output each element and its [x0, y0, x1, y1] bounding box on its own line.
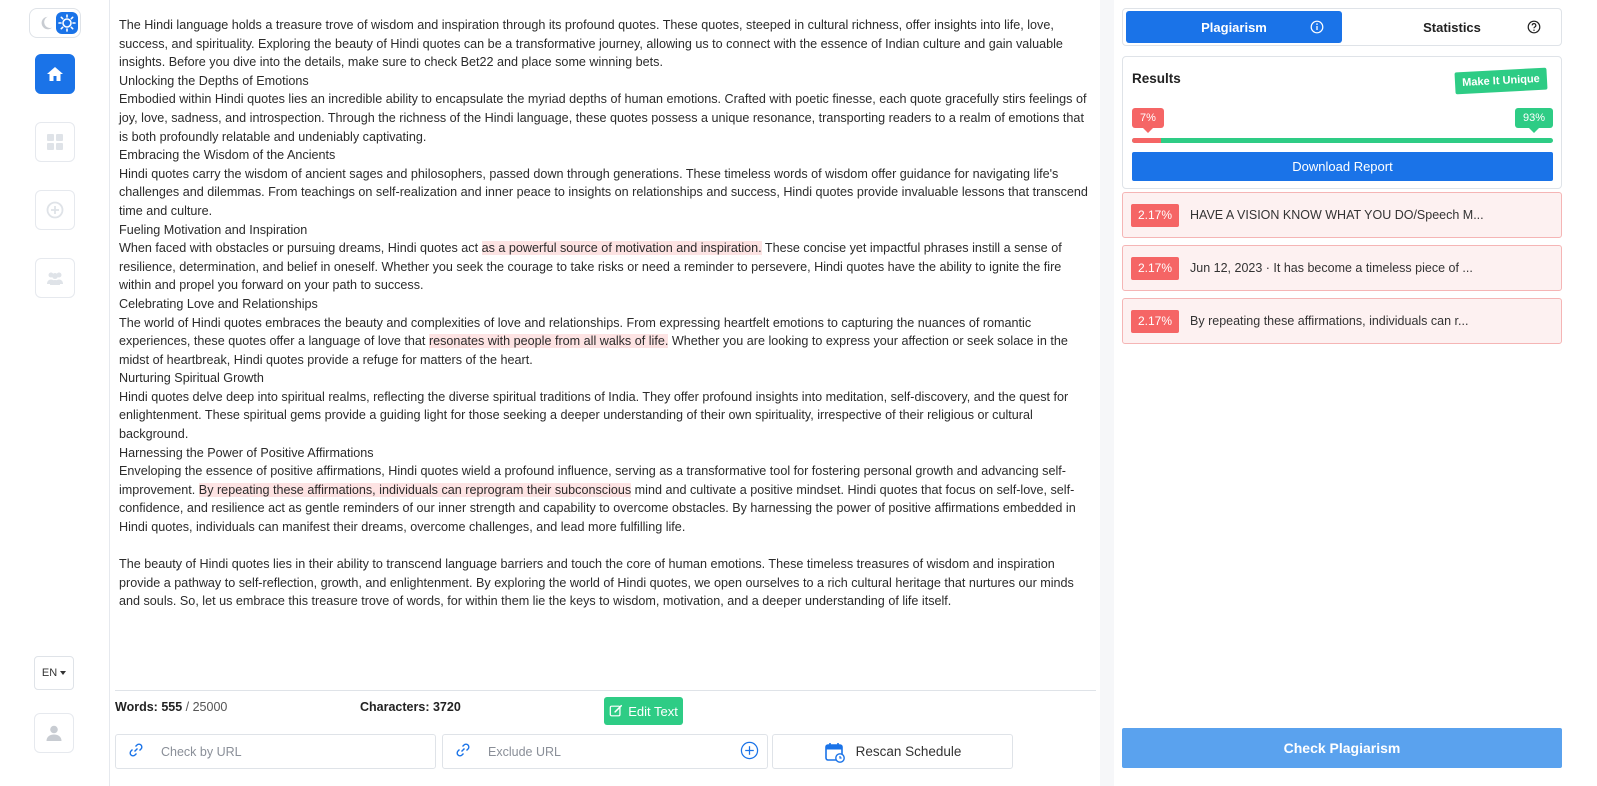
- panel-gutter: [1100, 0, 1114, 786]
- text-paragraph: [119, 444, 1094, 463]
- text-paragraph: [119, 16, 1094, 72]
- results-tabs: [1122, 8, 1562, 46]
- edit-icon: [609, 704, 623, 718]
- match-percent-badge: 2.17%: [1131, 310, 1179, 333]
- word-counter: [115, 700, 227, 714]
- home-icon: [45, 64, 65, 84]
- text-segment: mind and cultivate a positive mindset. Hindi quotes that focus on self-love, self-confidence, and resilience act as gentle reminders of our inner strength and capability to overcome obstacles. By harnessing the power of positive affirmations embedded in Hindi quotes, individuals can manifest their dreams, overcome challenges, and lead more fulfilling life.: [119, 482, 1076, 535]
- help-icon[interactable]: [1527, 20, 1541, 34]
- divider: [115, 690, 1096, 691]
- match-source-text: HAVE A VISION KNOW WHAT YOU DO/Speech M...: [1190, 208, 1484, 222]
- text-paragraph: [119, 369, 1094, 388]
- results-card: [1122, 56, 1562, 189]
- chars-label: Characters:: [360, 700, 430, 714]
- text-segment: Hindi quotes carry the wisdom of ancient sages and philosophers, passed down through generations. These timeless words of wisdom offer guidance for navigating life's challenges and dilemmas. From teachings on self-realization and inner peace to insights on relationships and success, Hindi quotes provide invaluable lessons that transcend time and culture.: [119, 166, 1088, 218]
- tab-plagiarism-label: Plagiarism: [1201, 19, 1267, 35]
- dashboard-icon: [45, 132, 65, 152]
- character-counter: [360, 700, 461, 714]
- history-icon: [45, 200, 65, 220]
- text-segment: Embracing the Wisdom of the Ancients: [119, 148, 336, 163]
- blank-line: [119, 537, 1094, 556]
- text-paragraph: [119, 165, 1094, 221]
- text-segment: Hindi quotes delve deep into spiritual realms, reflecting the diverse spiritual traditions of India. They offer profound insights into meditation, self-discovery, and the quest for enlightenment. These spiritual gems provide a guiding light for those seeking a deeper understanding of their own spirituality, irrespective of their religious or cultural background.: [119, 389, 1069, 442]
- words-label: Words:: [115, 700, 158, 714]
- match-item[interactable]: [1122, 245, 1562, 291]
- text-paragraph: [119, 462, 1094, 536]
- nav-home-button[interactable]: [35, 54, 75, 94]
- tab-statistics[interactable]: [1345, 11, 1559, 43]
- text-segment: Harnessing the Power of Positive Affirmations: [119, 445, 374, 460]
- text-paragraph: [119, 295, 1094, 314]
- add-url-icon[interactable]: [740, 741, 759, 760]
- text-segment: The world of Hindi quotes embraces the beauty and complexities of love and relationships. From expressing heartfelt emotions to capturing the nuances of romantic experiences, these quotes offer a language of love that: [119, 315, 1032, 349]
- text-segment: Fueling Motivation and Inspiration: [119, 222, 308, 237]
- users-icon: [45, 268, 65, 288]
- nav-users-button[interactable]: [35, 258, 75, 298]
- text-segment: Enveloping the essence of positive affirmations, Hindi quotes wield a profound influence, serving as a transformative tool for fostering personal growth and advancing self-improvement.: [119, 464, 1066, 497]
- text-segment: The Hindi language holds a treasure trove of wisdom and inspiration through its profound quotes. These quotes, steeped in cultural richness, offer insights into life, love, success, and spirituality. Exploring the beauty of Hindi quotes can be a transformative journey, allowing us to connect with the essence of Indian culture and gain valuable insights. Before you dive into the details, make sure to check Bet22 and place some winning bets.: [119, 18, 1063, 70]
- language-value: EN: [41, 667, 58, 679]
- text-segment: These concise yet impactful phrases instill a sense of resilience, determination, and belief in oneself. Whether you seek the courage to take risks or need a reminder to persevere, Hindi quotes have the ability to ignite the fire within and propel you forward on your path to success.: [119, 241, 1062, 293]
- text-segment: The beauty of Hindi quotes lies in their ability to transcend language barriers and touch the core of human emotions. These timeless treasures of wisdom and inspiration provide a pathway to self-reflection, growth, and enlightenment. By exploring the world of Hindi quotes, we open ourselves to a rich cultural heritage that nurtures our minds and souls. So, let us embrace this treasure trove of words, for within them lie the keys to wisdom, motivation, and a deeper understanding of life itself.: [119, 557, 1074, 609]
- match-item[interactable]: [1122, 298, 1562, 344]
- match-source-text: Jun 12, 2023 · It has become a timeless piece of ...: [1190, 261, 1473, 275]
- text-segment: Embodied within Hindi quotes lies an incredible ability to encapsulate the myriad depths of human emotions. Crafted with poetic finesse, each quote gracefully stirs feelings of joy, love, sadness, and introspection. Through the richness of the Hindi language, these quotes possess a unique resonance, transporting readers to a realm of emotions that is both profoundly relatable and undeniably captivating.: [119, 92, 1087, 144]
- plagiarism-percent-badge: 7%: [1132, 108, 1164, 128]
- tab-plagiarism[interactable]: [1126, 11, 1342, 43]
- download-report-button[interactable]: Download Report: [1132, 152, 1553, 181]
- words-limit: / 25000: [185, 700, 228, 714]
- text-segment: Celebrating Love and Relationships: [119, 296, 318, 311]
- plagiarism-progress-bar: [1132, 138, 1553, 143]
- sun-icon: [56, 12, 78, 34]
- match-item[interactable]: [1122, 192, 1562, 238]
- text-paragraph: [119, 72, 1094, 91]
- text-paragraph: [119, 555, 1094, 611]
- exclude-url-box: [442, 734, 768, 769]
- user-icon: [44, 723, 64, 743]
- avatar[interactable]: [34, 713, 74, 753]
- check-plagiarism-button[interactable]: Check Plagiarism: [1122, 728, 1562, 768]
- theme-toggle[interactable]: [29, 8, 81, 38]
- text-paragraph: [119, 314, 1094, 370]
- highlighted-match[interactable]: as a powerful source of motivation and inspiration.: [481, 241, 762, 256]
- exclude-url-input[interactable]: [488, 745, 728, 759]
- text-paragraph: [119, 90, 1094, 146]
- moon-icon: [37, 14, 55, 32]
- match-percent-badge: 2.17%: [1131, 257, 1179, 280]
- info-icon[interactable]: [1310, 20, 1324, 34]
- text-segment: Unlocking the Depths of Emotions: [119, 73, 309, 88]
- text-paragraph: [119, 146, 1094, 165]
- text-segment: Nurturing Spiritual Growth: [119, 371, 264, 386]
- rescan-label: Rescan Schedule: [855, 744, 962, 759]
- language-select[interactable]: [34, 656, 74, 690]
- text-segment: When faced with obstacles or pursuing dreams, Hindi quotes act: [119, 241, 482, 256]
- text-paragraph: [119, 239, 1094, 295]
- text-segment: Whether you are looking to express your affection or seek solace in the midst of heartbreak, Hindi quotes provide a refuge for matters of the heart.: [119, 334, 1068, 367]
- edit-text-label: Edit Text: [628, 703, 678, 719]
- caret-down-icon: [60, 671, 66, 675]
- check-url-input[interactable]: [161, 745, 401, 759]
- unique-percent-badge: 93%: [1515, 108, 1553, 128]
- check-url-box: [115, 734, 436, 769]
- nav-history-button[interactable]: [35, 190, 75, 230]
- results-title: Results: [1132, 71, 1181, 86]
- chars-count: 3720: [432, 700, 461, 714]
- link-icon: [128, 742, 144, 758]
- text-editor[interactable]: [119, 16, 1094, 611]
- match-source-text: By repeating these affirmations, individuals can r...: [1190, 314, 1469, 328]
- words-count: 555: [161, 700, 183, 714]
- highlighted-match[interactable]: resonates with people from all walks of life.: [428, 334, 669, 349]
- nav-dashboard-button[interactable]: [35, 122, 75, 162]
- highlighted-match[interactable]: By repeating these affirmations, individuals can reprogram their subconscious: [198, 482, 632, 497]
- sidebar: [0, 0, 110, 786]
- match-percent-badge: 2.17%: [1131, 204, 1179, 227]
- edit-text-button[interactable]: [604, 697, 683, 725]
- make-it-unique-button[interactable]: Make It Unique: [1454, 68, 1547, 95]
- rescan-schedule-button[interactable]: [772, 734, 1013, 769]
- calendar-icon: [824, 741, 846, 763]
- plagiarism-progress-fill: [1132, 138, 1161, 143]
- text-paragraph: [119, 221, 1094, 240]
- link-icon: [455, 742, 471, 758]
- tab-statistics-label: Statistics: [1423, 19, 1481, 35]
- text-paragraph: [119, 388, 1094, 444]
